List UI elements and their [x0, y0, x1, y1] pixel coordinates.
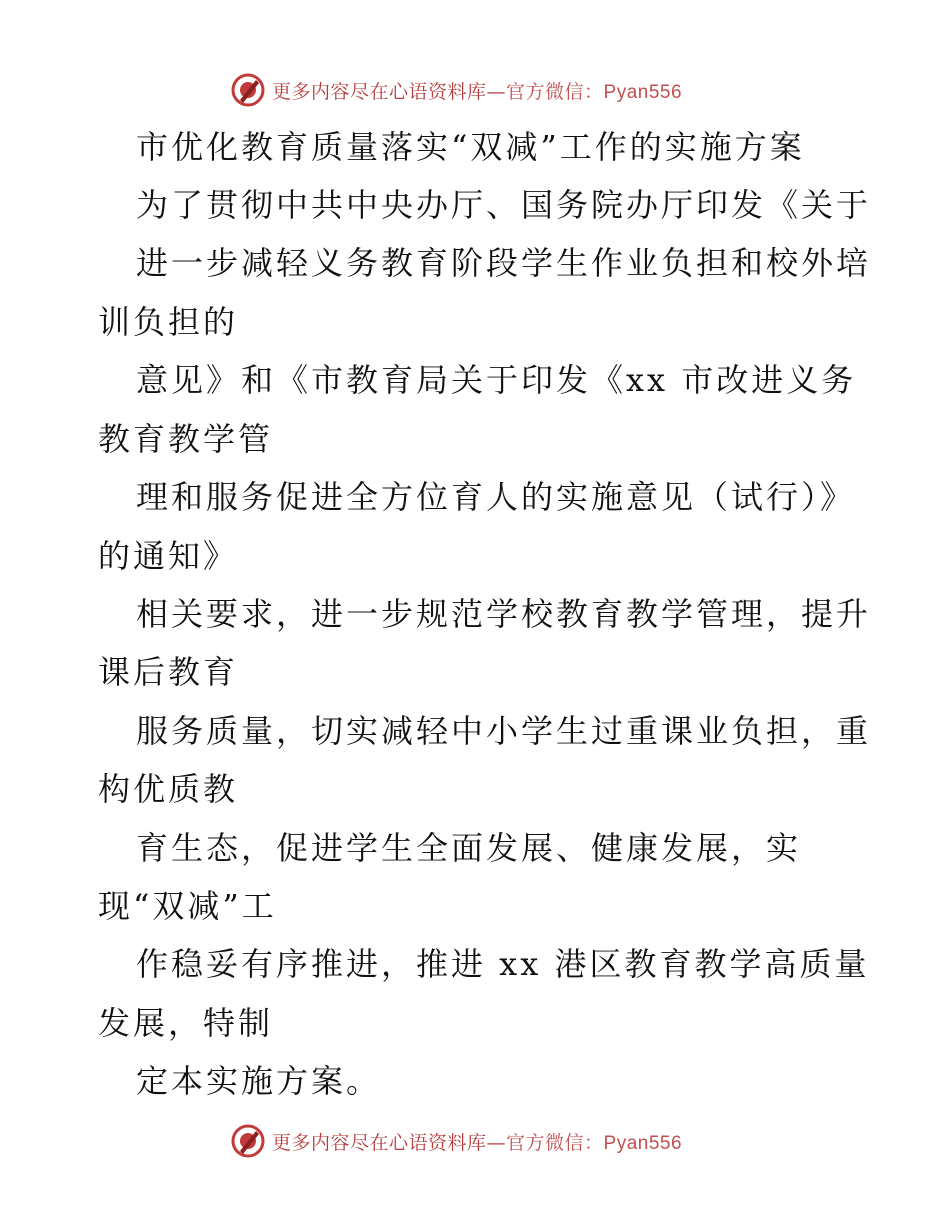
- header-wechat-text: 官方微信：Pyan556: [506, 81, 683, 103]
- footer-banner-text: [272, 1128, 682, 1155]
- body-line-9: 课后教育: [98, 653, 239, 691]
- body-line-16: 定本实施方案。: [136, 1062, 382, 1100]
- body-line-12: 育生态，促进学生全面发展、健康发展，实: [136, 829, 802, 867]
- footer-site-text: 更多内容尽在心语资料库: [272, 1131, 487, 1154]
- footer-banner: [230, 1121, 750, 1161]
- body-line-3: 训负担的: [98, 303, 239, 341]
- body-line-6: 理和服务促进全方位育人的实施意见（试行）》: [136, 478, 856, 516]
- logo-icon: [230, 1123, 266, 1159]
- footer-wechat-text: 官方微信：Pyan556: [506, 1132, 683, 1154]
- header-banner-text: [272, 77, 682, 104]
- body-line-10: 服务质量，切实减轻中小学生过重课业负担，重: [136, 712, 872, 750]
- body-line-1: 为了贯彻中共中央办厅、国务院办厅印发《关于: [136, 186, 872, 224]
- body-line-13: 现“双减”工: [98, 887, 277, 925]
- header-dash: —: [486, 80, 507, 103]
- body-line-15: 发展，特制: [98, 1004, 274, 1042]
- body-line-5: 教育教学管: [98, 420, 274, 458]
- footer-dash: —: [486, 1131, 507, 1154]
- body-line-7: 的通知》: [98, 537, 239, 575]
- body-line-4: 意见》和《市教育局关于印发《xx 市改进义务: [136, 361, 857, 399]
- body-line-2: 进一步减轻义务教育阶段学生作业负担和校外培: [136, 244, 872, 282]
- document-title: 市优化教育质量落实“双减”工作的实施方案: [136, 128, 805, 166]
- header-banner: [230, 70, 750, 110]
- header-site-text: 更多内容尽在心语资料库: [272, 80, 487, 103]
- body-line-11: 构优质教: [98, 770, 239, 808]
- body-line-8: 相关要求，进一步规范学校教育教学管理，提升: [136, 595, 872, 633]
- logo-icon: [230, 72, 266, 108]
- body-line-14: 作稳妥有序推进，推进 xx 港区教育教学高质量: [136, 945, 870, 983]
